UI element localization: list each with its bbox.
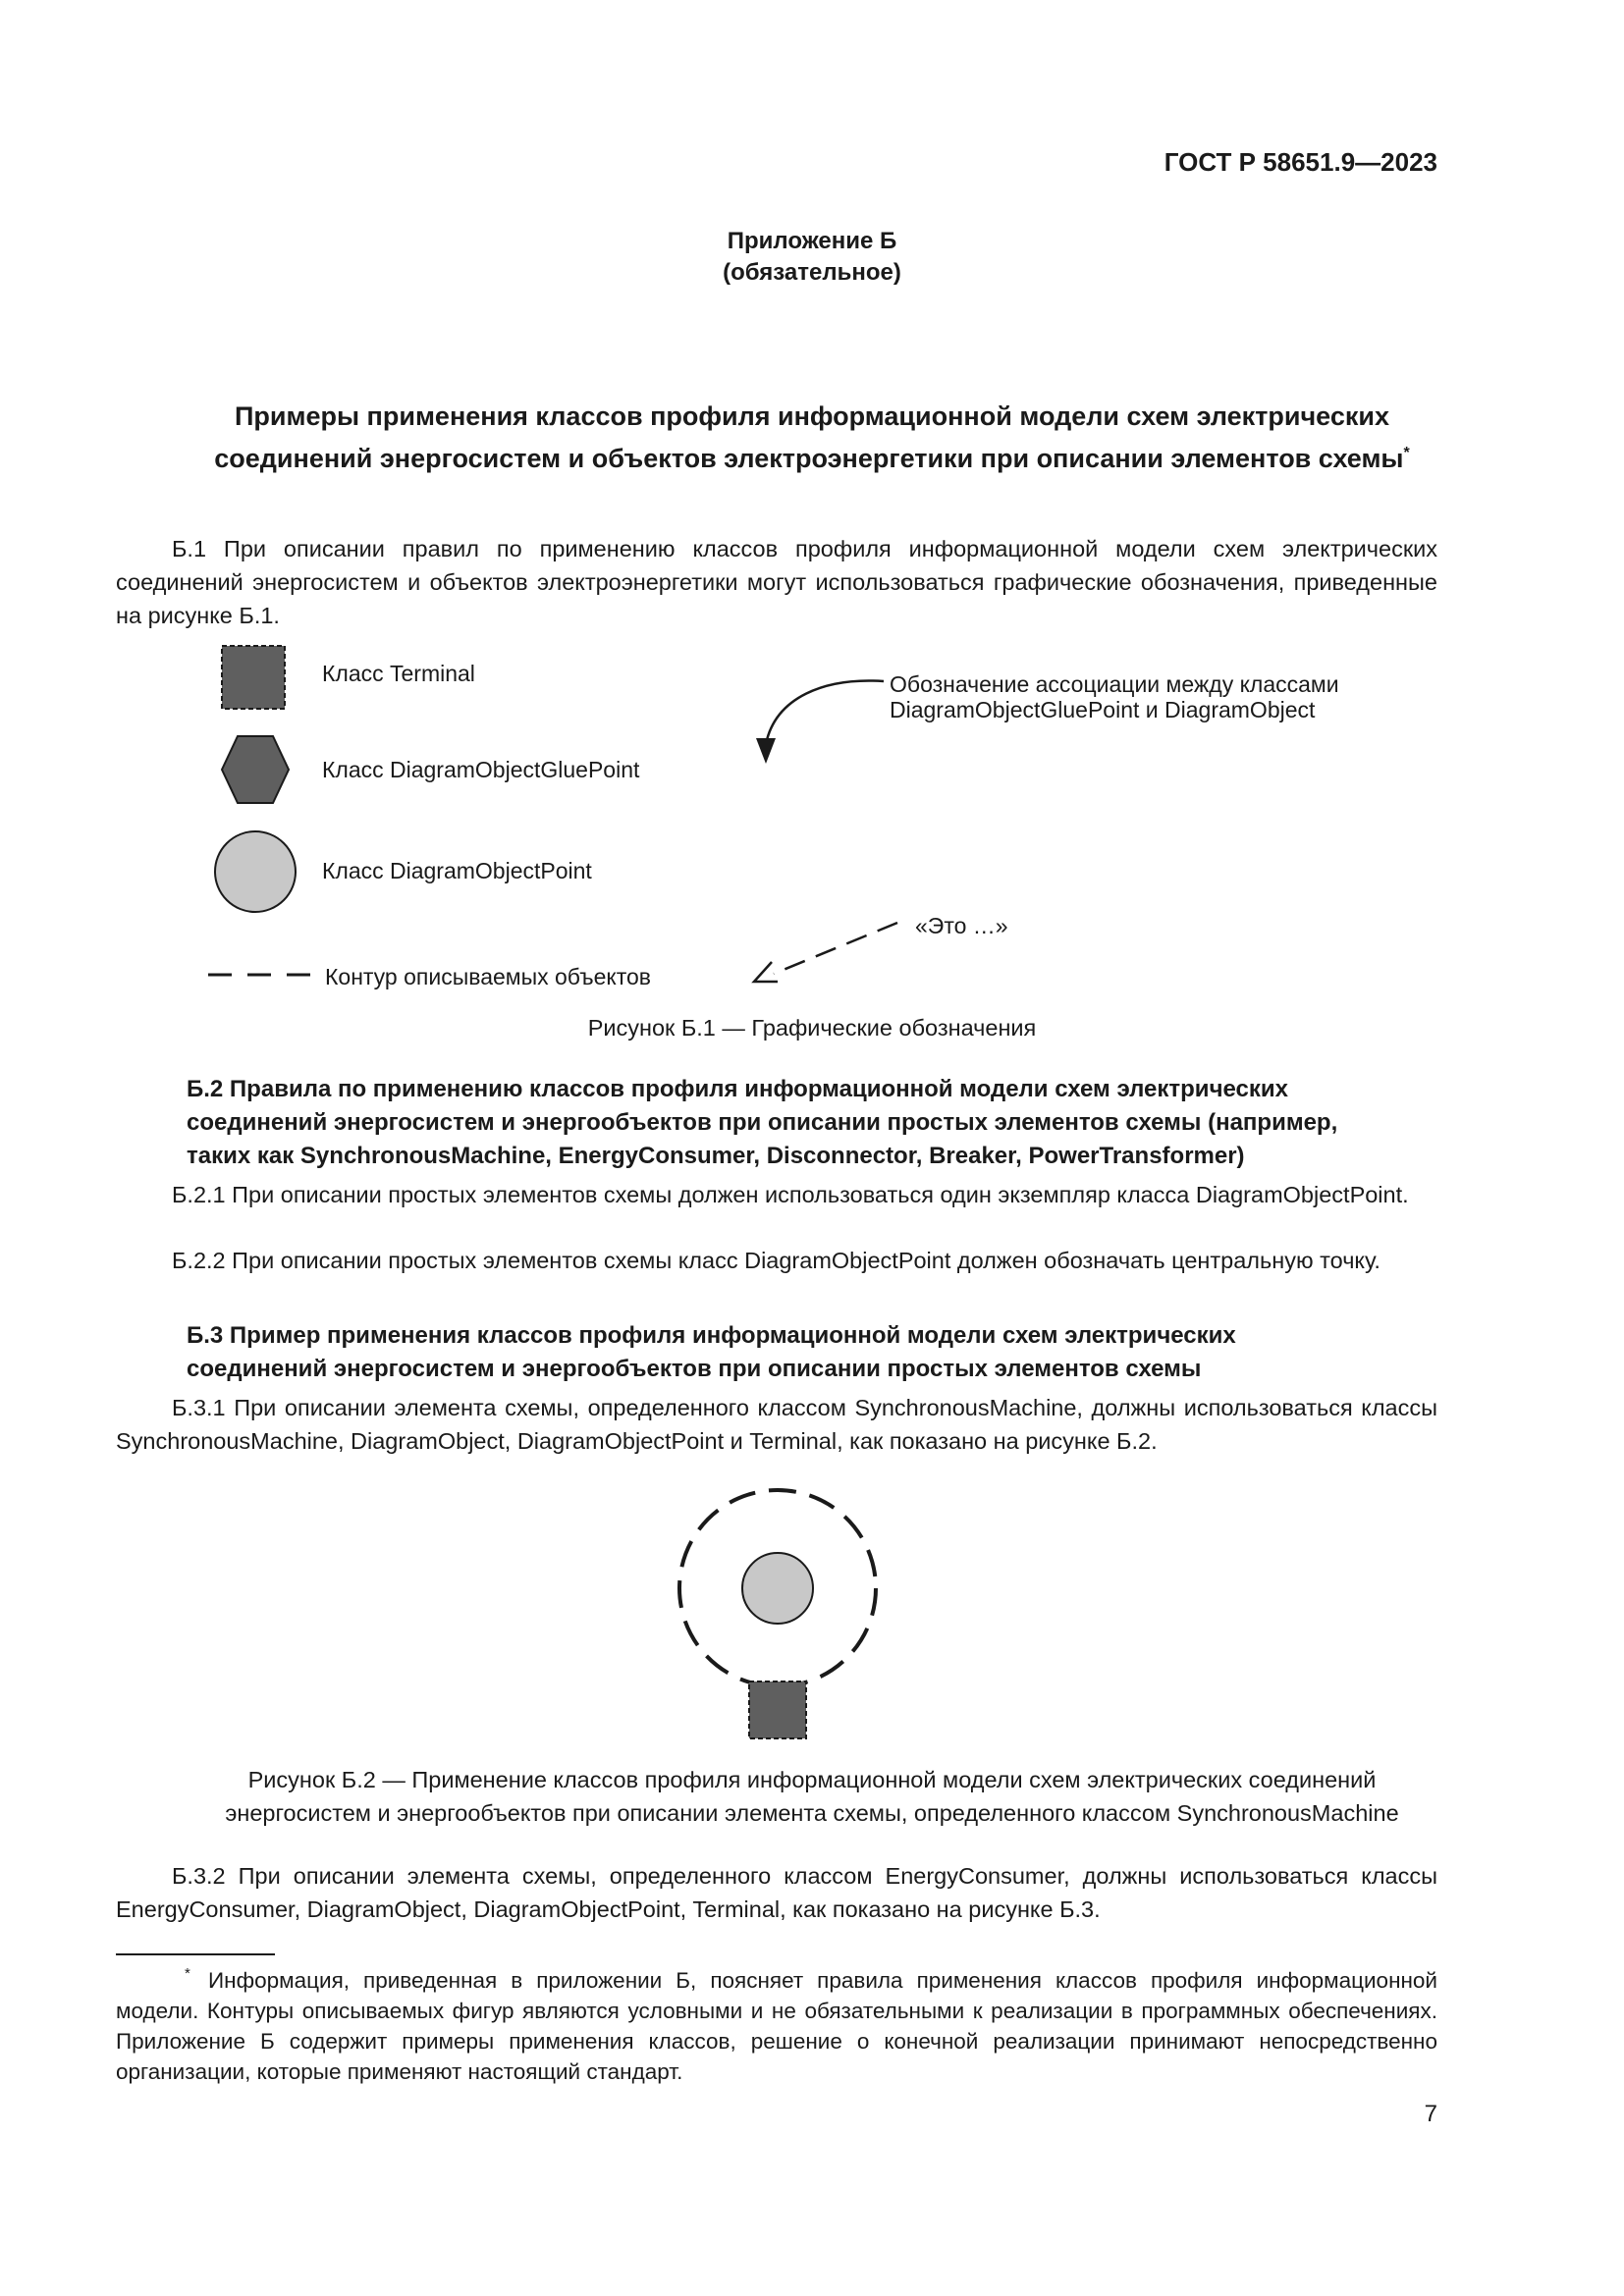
paragraph-b2-2: Б.2.2 При описании простых элементов схемы класс DiagramObjectPoint должен обозначать центральную точку. [172, 1248, 1380, 1273]
standard-code: ГОСТ Р 58651.9—2023 [1164, 147, 1437, 177]
dashed-contour-icon [208, 968, 314, 982]
paragraph-b3-1: Б.3.1 При описании элемента схемы, определенного классом SynchronousMachine, должны использоваться классы SynchronousMachine, DiagramObject, DiagramObjectPoint и Terminal, как показано на рисунке Б.2. [116, 1395, 1437, 1454]
legend-this-is-label: «Это …» [915, 913, 1008, 938]
legend-association-line2: DiagramObjectGluePoint и DiagramObject [890, 697, 1316, 722]
circle-symbol-icon [212, 828, 298, 915]
section-b2-heading: Б.2 Правила по применению классов профиля информационной модели схем электрических соединений энергосистем и энергообъектов при описании простых элементов схемы (например, таких как SynchronousMachine, EnergyConsumer, Disconnector, Breaker, PowerTransformer) [187, 1076, 1338, 1169]
footnote-text: Информация, приведенная в приложении Б, поясняет правила применения классов профиля информационной модели. Контуры описываемых фигур являются условными и не обязательными к реализации в программных обеспечениях. Приложение Б содержит примеры применения классов, решение о конечной реализации принимают непосредственно организации, которые применяют настоящий стандарт. [116, 1968, 1437, 2084]
figure-b2-caption-line1: Рисунок Б.2 — Применение классов профиля информационной модели схем электрических соединений [247, 1767, 1377, 1792]
terminal-square [749, 1682, 806, 1738]
legend-glue-point-label: Класс DiagramObjectGluePoint [322, 757, 640, 782]
figure-b2-caption-line2: энергосистем и энергообъектов при описании элемента схемы, определенного классом SynchronousMachine [225, 1800, 1399, 1826]
dashed-arrow-icon [748, 917, 905, 986]
association-arrow-icon [746, 669, 893, 768]
paragraph-b1: Б.1 При описании правил по применению классов профиля информационной модели схем электрических соединений энергосистем и объектов электроэнергетики могут использоваться графические обозначения, приведенные на рисунке Б.1. [116, 536, 1437, 628]
diagram-object-point-circle [742, 1553, 813, 1624]
page-number: 7 [1424, 2101, 1437, 2127]
appendix-title: Приложение Б [727, 228, 897, 254]
paragraph-b2-1: Б.2.1 При описании простых элементов схемы должен использоваться один экземпляр класса DiagramObjectPoint. [172, 1182, 1409, 1207]
section-b3-heading: Б.3 Пример применения классов профиля информационной модели схем электрических соединений энергосистем и энергообъектов при описании простых элементов схемы [187, 1322, 1236, 1382]
appendix-footnote-mark: * [1403, 445, 1410, 461]
legend-association-line1: Обозначение ассоциации между классами [890, 671, 1339, 697]
terminal-symbol-icon [214, 638, 293, 717]
legend-terminal-label: Класс Terminal [322, 661, 475, 686]
footnote-rule [116, 1953, 275, 1955]
footnote [116, 1958, 1437, 2087]
legend-object-point-label: Класс DiagramObjectPoint [322, 858, 592, 883]
hexagon-symbol-icon [218, 732, 293, 807]
figure-b1-caption: Рисунок Б.1 — Графические обозначения [587, 1015, 1037, 1041]
legend-contour-label: Контур описываемых объектов [325, 964, 651, 989]
appendix-heading-line2-wrap [137, 435, 1487, 477]
appendix-heading-line1: Примеры применения классов профиля информационной модели схем электрических [235, 401, 1389, 431]
appendix-heading [137, 399, 1487, 477]
synchronous-machine-figure [670, 1478, 886, 1743]
footnote-mark: * [185, 1965, 190, 1982]
paragraph-b3-2: Б.3.2 При описании элемента схемы, определенного классом EnergyConsumer, должны использоваться классы EnergyConsumer, DiagramObject, DiagramObjectPoint, Terminal, как показано на рисунке Б.3. [116, 1863, 1437, 1922]
appendix-status: (обязательное) [723, 259, 901, 286]
appendix-heading-line2: соединений энергосистем и объектов электроэнергетики при описании элементов схемы [214, 444, 1404, 473]
